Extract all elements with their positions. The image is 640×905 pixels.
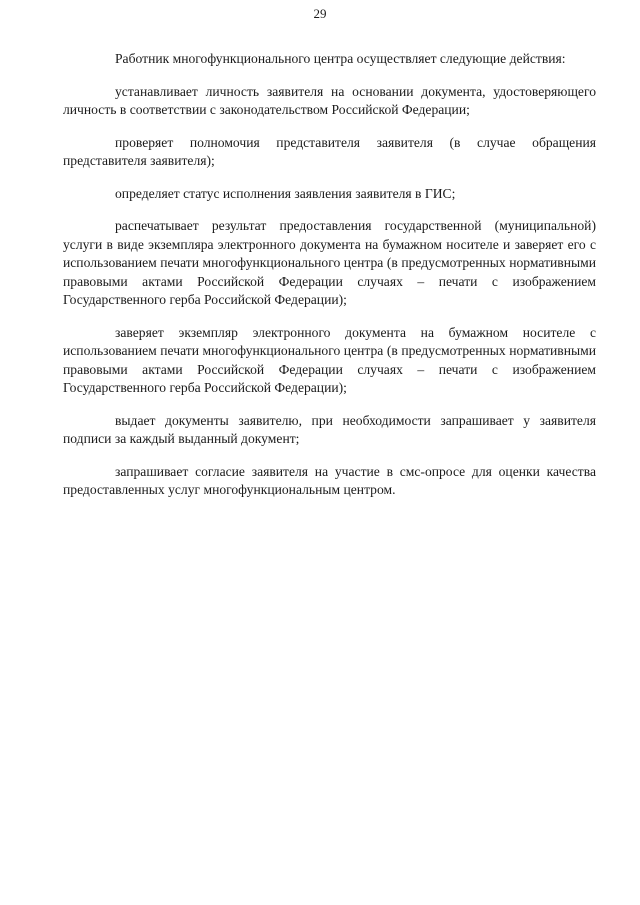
paragraph-sms-survey: запрашивает согласие заявителя на участие в смс-опросе для оценки качества предоставленных услуг многофункциональным центром. [63,463,596,497]
paragraph-intro: Работник многофункционального центра осуществляет следующие действия: [115,51,566,66]
paragraph-print-result: распечатывает результат предоставления государственной (муниципальной) услуги в виде экземпляра электронного документа на бумажном носителе и заверяет его с использованием печати многофункционального центра (в предусмотренных нормативными правовыми актами Российской Федерации случаях – печати с изображением Государственного герба Российской Федерации); [63,218,596,307]
page-number: 29 [313,6,327,21]
paragraph-status-check: определяет статус исполнения заявления заявителя в ГИС; [115,185,456,201]
paragraph-issue-documents: выдает документы заявителю, при необходимости запрашивает у заявителя подписи за каждый выданный документ; [63,412,596,446]
document-body [63,50,596,514]
paragraph-certify-copy: заверяет экземпляр электронного документа на бумажном носителе с использованием печати многофункционального центра (в предусмотренных нормативными правовыми актами Российской Федерации случаях – печати с изображением Государственного герба Российской Федерации); [63,324,596,395]
paragraph-representative-check: проверяет полномочия представителя заявителя (в случае обращения представителя заявителя); [63,134,596,168]
paragraph-identity-check: устанавливает личность заявителя на основании документа, удостоверяющего личность в соответствии с законодательством Российской Федерации; [63,83,596,117]
